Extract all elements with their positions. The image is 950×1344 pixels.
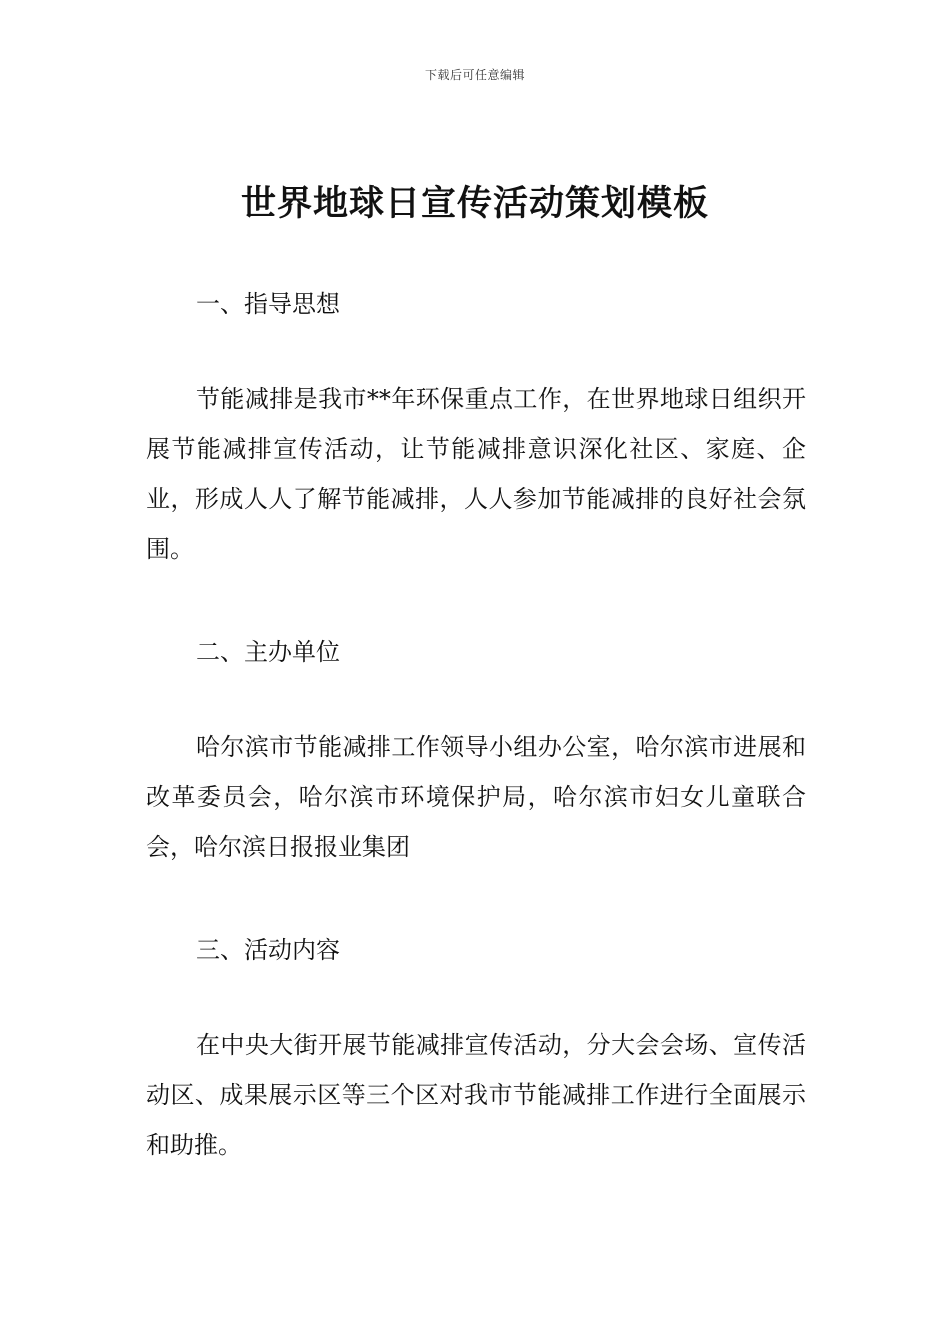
section-heading-organizers: 二、主办单位 — [196, 638, 340, 666]
section-body-organizers: 哈尔滨市节能减排工作领导小组办公室，哈尔滨市进展和改革委员会，哈尔滨市环境保护局，哈尔滨市妇女儿童联合会，哈尔滨日报报业集团 — [146, 733, 806, 861]
document-title: 世界地球日宣传活动策划模板 — [240, 184, 709, 224]
section-heading-activities: 三、活动内容 — [196, 936, 340, 964]
section-body-activities: 在中央大街开展节能减排宣传活动，分大会会场、宣传活动区、成果展示区等三个区对我市节能减排工作进行全面展示和助推。 — [146, 1031, 806, 1159]
section-body-guiding-idea: 节能减排是我市**年环保重点工作，在世界地球日组织开展节能减排宣传活动，让节能减排意识深化社区、家庭、企业，形成人人了解节能减排，人人参加节能减排的良好社会氛围。 — [146, 385, 806, 563]
section-heading-guiding-idea: 一、指导思想 — [196, 290, 340, 318]
header-note: 下载后可任意编辑 — [424, 68, 525, 82]
